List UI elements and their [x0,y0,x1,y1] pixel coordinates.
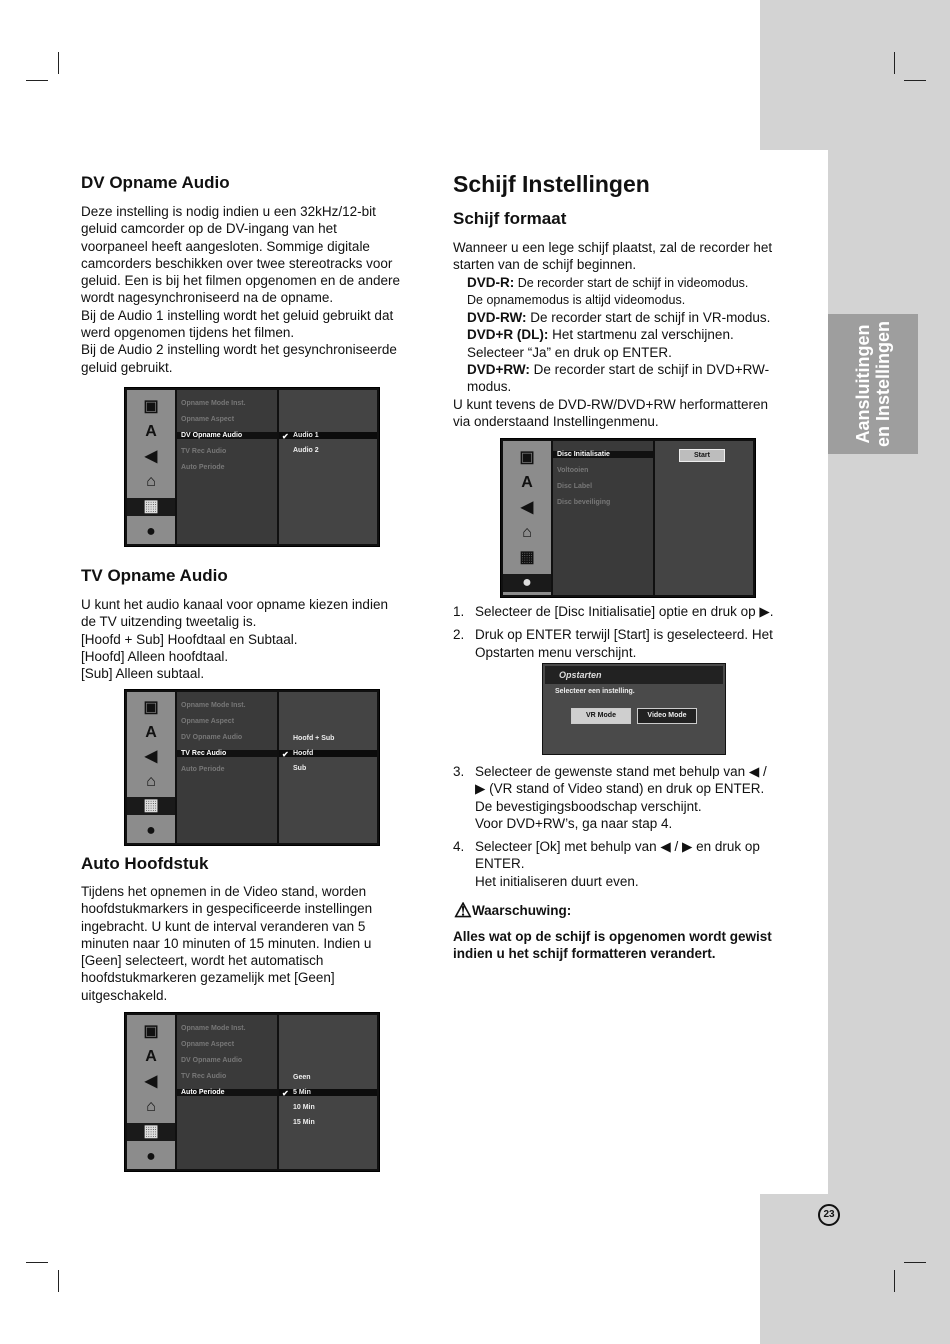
osd-options-panel [279,390,377,544]
step-line: De bevestigingsboodschap verschijnt. [475,798,702,814]
osd-menu-item: Opname Mode Inst. [181,1025,246,1032]
step-line: Opstarten menu verschijnt. [475,644,637,660]
auto-hoofdstuk-text [81,883,372,1004]
check-icon: ✔ [282,750,289,759]
text-line: Tijdens het opnemen in de Video stand, worden [81,884,367,899]
warning-text [453,928,772,963]
dvd-r-line2: De opnamemodus is altijd videomodus. [467,292,686,307]
dvd-rw-text: De recorder start de schijf in VR-modus. [526,310,771,326]
tv-opname-audio-text [81,596,388,682]
text-line: uitgeschakeld. [81,987,168,1003]
dvd-rw-line [453,309,772,326]
intro-line: starten van de schijf beginnen. [453,257,637,273]
record-film-icon: ▦ [519,548,535,566]
lock-icon: ⌂ [146,1097,156,1115]
audio-icon: ◀ [144,1072,158,1090]
video-mode-button[interactable]: Video Mode [637,708,697,724]
record-film-icon: ▦ [127,1123,175,1141]
step-number: 4. [453,839,465,855]
step-line: ENTER. [475,856,525,872]
step-number: 3. [453,764,465,779]
record-film-icon: ▦ [127,797,175,815]
intro-line: Wanneer u een lege schijf plaatst, zal de recorder het [453,240,773,255]
text-line: [Hoofd] Alleen hoofdtaal. [81,648,229,664]
dvd-r-label: DVD-R: [467,274,515,290]
osd-menu-item: TV Rec Audio [181,1073,227,1080]
text-line: [Sub] Alleen subtaal. [81,666,205,682]
steps-list-a [453,603,813,667]
dvd-r-dl-line2: Selecteer “Ja” en druk op ENTER. [467,344,672,360]
osd-option: ✔ Audio 1 [279,432,377,439]
side-tab-line1: Aansluitingen [853,324,873,444]
osd-menu-item: Opname Aspect [181,718,235,725]
step-line: Selecteer [Ok] met behulp van ◀ / ▶ en druk op [475,839,760,855]
crop-mark [58,52,59,74]
dvd-plus-rw-label: DVD+RW: [467,362,530,378]
opstarten-dialog [542,663,726,755]
osd-menu-item: Opname Aspect [181,1041,235,1048]
check-icon: ✔ [282,1089,289,1098]
step-line: ▶ (VR stand of Video stand) en druk op ENTER. [475,781,765,797]
osd-option: ✔ 5 Min [279,1089,377,1096]
gray-bar-bottom [760,1194,950,1344]
osd-menu-item: Auto Periode [181,766,225,773]
disc-icon: ● [146,1147,156,1165]
warning-triangle-icon: ⚠ [454,900,472,922]
osd-menu-item: Opname Mode Inst. [181,400,246,407]
tv-icon: ▣ [143,397,159,415]
dvd-plus-rw-text: De recorder start de schijf in DVD+RW- [529,362,770,378]
text-line: geluid gebruikt. [81,359,173,375]
gray-bar-right [828,150,950,1194]
osd-menu-item: TV Rec Audio [177,750,277,757]
section-title-auto-hoofdstuk: Auto Hoofdstuk [81,854,209,873]
text-line: geluid. Een is bij het filmen opgenomen en de andere [81,273,400,289]
osd-menu-item: Auto Periode [177,1089,277,1096]
osd-menu-item: Opname Mode Inst. [181,702,246,709]
language-icon: A [145,723,157,741]
language-icon: A [145,422,157,440]
osd-menu-dv-opname-audio [124,387,380,547]
osd-icon-column [503,441,551,595]
dvd-plus-rw-line [453,361,772,378]
warning-line: indien u het schijf formatteren verandert. [453,946,716,962]
subsection-title: Schijf formaat [453,209,567,228]
text-line: hoofdstukmarkeren gezamelijk met [Geen] [81,970,335,986]
record-film-icon: ▦ [127,498,175,516]
dv-opname-audio-text [81,203,400,376]
outro-line: U kunt tevens de DVD-RW/DVD+RW herformatteren [453,396,768,412]
step-item [453,603,813,620]
step-item [453,626,813,661]
start-button[interactable]: Start [679,449,725,462]
lock-icon: ⌂ [522,523,532,541]
step-item [453,838,813,890]
page-title: Schijf Instellingen [453,171,650,197]
lock-icon: ⌂ [146,772,156,790]
osd-menu-item: Disc beveiliging [557,499,611,506]
osd-menu-item: DV Opname Audio [181,734,243,741]
osd-icon-column [127,390,175,544]
osd-menu-item: Disc Initialisatie [553,451,653,458]
warning-heading [454,898,571,923]
text-line: Deze instelling is nodig indien u een 32kHz/12-bit [81,204,376,219]
osd-menu-item: Voltooien [557,467,589,474]
osd-menu-item: Auto Periode [181,464,225,471]
step-line: Voor DVD+RW’s, ga naar stap 4. [475,815,673,831]
text-line: ingebracht. U kunt de interval veranderen van 5 [81,918,366,934]
osd-option: Geen [293,1074,311,1081]
crop-mark [904,1262,926,1263]
dvd-plus-rw-line2: modus. [467,379,512,395]
text-line: Bij de Audio 1 instelling wordt het geluid gebruikt dat [81,307,394,323]
osd-option: 10 Min [293,1104,315,1111]
osd-menu-item: DV Opname Audio [181,1057,243,1064]
disc-icon: ● [503,574,551,592]
osd-icon-column [127,1015,175,1169]
dvd-r-dl-line [453,326,772,343]
schijf-formaat-text [453,239,772,430]
warning-title: Waarschuwing: [471,903,572,918]
osd-options-panel [279,1015,377,1169]
language-icon: A [521,473,533,491]
vr-mode-button[interactable]: VR Mode [571,708,631,724]
steps-list-b [453,763,813,896]
osd-menu-tv-rec-audio [124,689,380,846]
step-line: Het initialiseren duurt even. [475,873,639,889]
dvd-r-dl-text: Het startmenu zal verschijnen. [548,327,734,343]
osd-option: Sub [293,765,307,772]
dvd-r-text: De recorder start de schijf in videomodus. [514,275,749,290]
osd-menu-list [177,1015,277,1169]
dvd-r-line [453,274,772,292]
osd-menu-item: Disc Label [557,483,593,490]
section-title-dv-opname-audio: DV Opname Audio [81,173,230,192]
osd-option: Hoofd + Sub [293,735,335,742]
tv-icon: ▣ [143,1022,159,1040]
osd-menu-list [177,390,277,544]
step-line: Druk op ENTER terwijl [Start] is geselecteerd. Het [475,627,773,643]
gray-bar-top [760,0,950,150]
osd-menu-list [553,441,653,595]
osd-options-panel [279,692,377,843]
text-line: [Hoofd + Sub] Hoofdtaal en Subtaal. [81,631,298,647]
text-line: geluid camcorder op de DV-ingang van het [81,221,337,237]
step-number: 1. [453,604,465,619]
audio-icon: ◀ [144,447,158,465]
text-line: de TV uitzending tweetalig is. [81,614,257,630]
audio-icon: ◀ [144,748,158,766]
step-item [453,763,813,832]
outro-line: via onderstaand Instellingenmenu. [453,413,659,429]
dialog-message: Selecteer een instelling. [555,688,635,695]
disc-icon: ● [146,821,156,839]
lock-icon: ⌂ [146,472,156,490]
osd-option: 15 Min [293,1119,315,1126]
check-icon: ✔ [282,432,289,441]
dialog-title: Opstarten [545,666,723,684]
page-number: 23 [818,1204,840,1226]
dvd-rw-label: DVD-RW: [467,310,527,326]
crop-mark [904,80,926,81]
side-tab-line2: en Instellingen [873,320,893,448]
tv-icon: ▣ [143,699,159,717]
text-line: hoofdstukmarkers in gespecificeerde instellingen [81,901,373,917]
text-line: voorpaneel heeft aangesloten. Sommige digitale [81,238,370,254]
osd-options-panel [655,441,753,595]
osd-menu-item: Opname Aspect [181,416,235,423]
text-line: werd opgenomen tijdens het filmen. [81,325,295,341]
osd-menu-disc-initialisatie [500,438,756,598]
warning-line: Alles wat op de schijf is opgenomen wordt gewist [453,929,772,944]
text-line: Bij de Audio 2 instelling wordt het gesynchroniseerde [81,342,397,358]
text-line: U kunt het audio kanaal voor opname kiezen indien [81,597,388,612]
text-line: [Geen] selecteert, wordt het automatisch [81,953,324,969]
text-line: camcorders beschikken over twee stereotracks voor [81,255,393,271]
audio-icon: ◀ [520,498,534,516]
osd-menu-item: TV Rec Audio [181,448,227,455]
dvd-r-dl-label: DVD+R (DL): [467,327,549,343]
step-line: Selecteer de [Disc Initialisatie] optie en druk op ▶. [475,604,774,619]
osd-option: Audio 2 [293,447,319,454]
osd-menu-item: DV Opname Audio [177,432,277,439]
crop-mark [894,1270,895,1292]
section-title-tv-opname-audio: TV Opname Audio [81,566,228,585]
crop-mark [58,1270,59,1292]
step-number: 2. [453,627,465,643]
crop-mark [894,52,895,74]
text-line: minuten naar 10 minuten of 15 minuten. Indien u [81,935,372,951]
section-side-tab [828,314,918,454]
disc-icon: ● [146,522,156,540]
language-icon: A [145,1047,157,1065]
crop-mark [26,1262,48,1263]
text-line: wordt nagesynchroniseerd na de opname. [81,290,334,306]
crop-mark [26,80,48,81]
tv-icon: ▣ [519,448,535,466]
osd-option: ✔ Hoofd [279,750,377,757]
osd-icon-column [127,692,175,843]
osd-menu-list [177,692,277,843]
osd-menu-auto-periode [124,1012,380,1172]
step-line: Selecteer de gewenste stand met behulp van ◀ / [475,764,767,779]
